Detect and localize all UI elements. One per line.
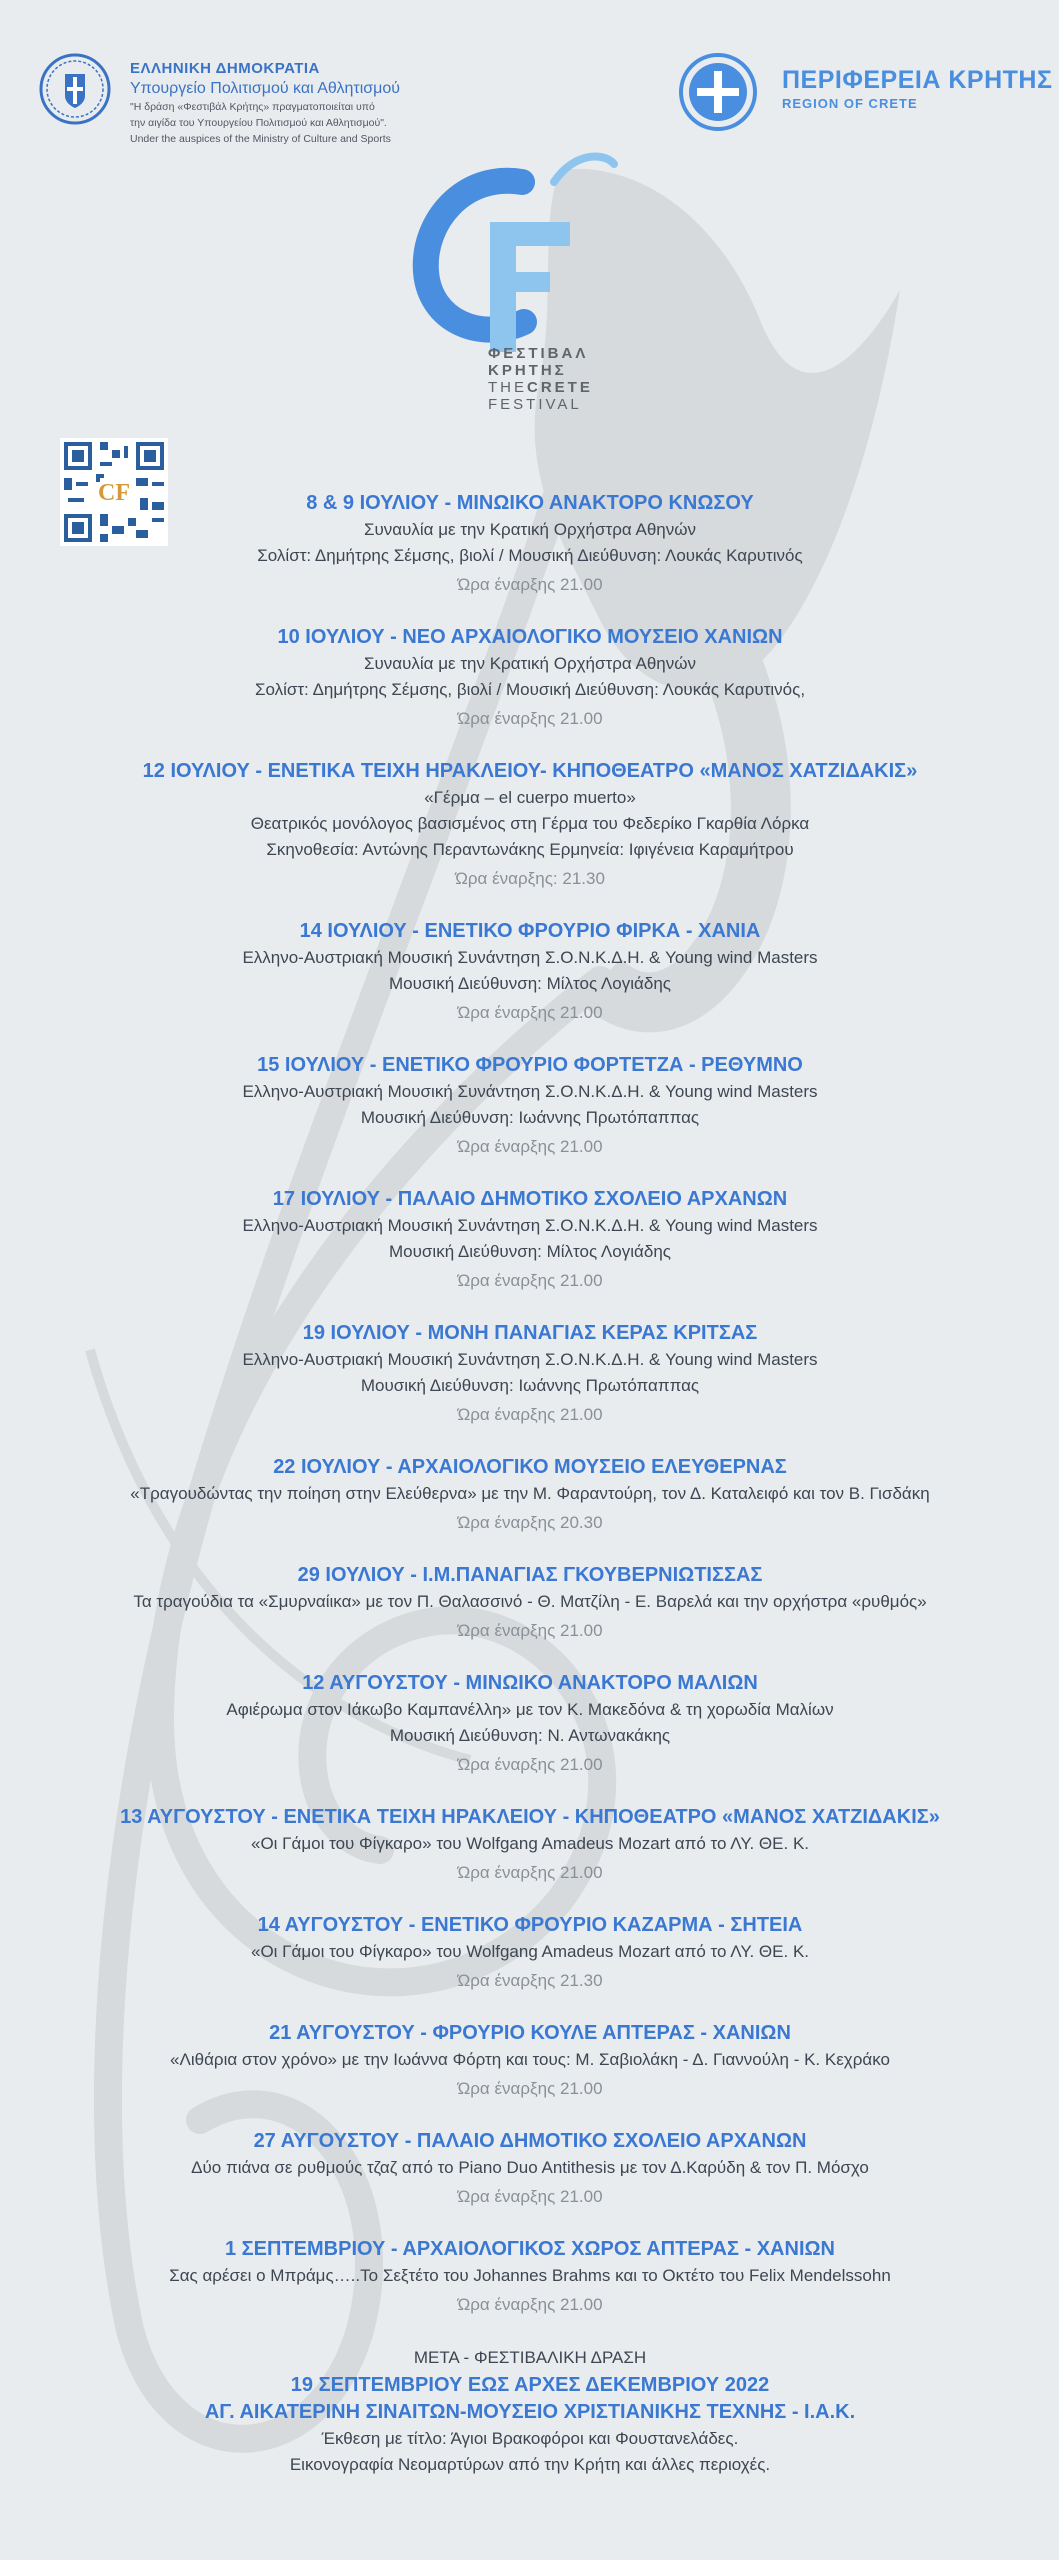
- event-detail: Σολίστ: Δημήτρης Σέμσης, βιολί / Μουσική Διεύθυνση: Λουκάς Καρυτινός,: [254, 680, 806, 699]
- event-detail: Ελληνο-Αυστριακή Μουσική Συνάντηση Σ.Ο.Ν.Κ.Δ.Η. & Young wind Masters: [242, 948, 818, 967]
- region-block: [676, 52, 1053, 132]
- event-start-time: Ώρα έναρξης 21.30: [457, 1971, 603, 1990]
- region-emblem-icon: [676, 52, 760, 132]
- event-item: [30, 1186, 1030, 1294]
- wordmark-line-1: ΦΕΣΤΙΒΑΛ: [488, 345, 589, 362]
- event-list: [30, 490, 1030, 2478]
- qr-logo-letters: CF: [98, 480, 130, 506]
- event-item: [30, 1912, 1030, 1994]
- event-detail: «Οι Γάμοι του Φίγκαρο» του Wolfgang Amadeus Mozart από το ΛΥ. ΘΕ. Κ.: [250, 1834, 810, 1853]
- event-item: [30, 1670, 1030, 1778]
- event-detail: «Οι Γάμοι του Φίγκαρο» του Wolfgang Amadeus Mozart από το ΛΥ. ΘΕ. Κ.: [250, 1942, 810, 1961]
- post-festival-exhibition: Έκθεση με τίτλο: Άγιοι Βρακοφόροι και Φουστανελάδες.: [321, 2429, 739, 2448]
- header: [0, 0, 1059, 170]
- event-item: [30, 2020, 1030, 2102]
- event-start-time: Ώρα έναρξης 21.00: [457, 1621, 603, 1640]
- event-detail: «Λιθάρια στον χρόνο» με την Ιωάννα Φόρτη και τους: Μ. Σαβιολάκη - Δ. Γιαννούλη - Κ. Κεχράκο: [170, 2050, 890, 2069]
- event-start-time: Ώρα έναρξης: 21.30: [455, 869, 605, 888]
- event-title: 17 ΙΟΥΛΙΟΥ - ΠΑΛΑΙΟ ΔΗΜΟΤΙΚΟ ΣΧΟΛΕΙΟ ΑΡΧΑΝΩΝ: [272, 1188, 788, 1210]
- event-item: [30, 2236, 1030, 2318]
- event-item: [30, 2128, 1030, 2210]
- event-start-time: Ώρα έναρξης 21.00: [457, 2295, 603, 2314]
- event-item: [30, 624, 1030, 732]
- post-festival-description: Εικονογραφία Νεομαρτύρων από την Κρήτη και άλλες περιοχές.: [289, 2455, 771, 2474]
- event-item: [30, 758, 1030, 892]
- event-detail: Συναυλία με την Κρατική Ορχήστρα Αθηνών: [363, 520, 697, 539]
- wordmark-line-2: ΚΡΗΤΗΣ: [488, 362, 567, 379]
- event-item: [30, 490, 1030, 598]
- event-item: [30, 1562, 1030, 1644]
- event-item: [30, 918, 1030, 1026]
- event-detail: Συναυλία με την Κρατική Ορχήστρα Αθηνών: [363, 654, 697, 673]
- event-start-time: Ώρα έναρξης 21.00: [457, 1863, 603, 1882]
- event-detail: Σας αρέσει ο Μπράμς…..Το Σεξτέτο του Johannes Brahms και το Οκτέτο του Felix Mendelssohn: [169, 2266, 891, 2285]
- post-festival-venue: ΑΓ. ΑΙΚΑΤΕΡΙΝΗ ΣΙΝΑΙΤΩΝ-ΜΟΥΣΕΙΟ ΧΡΙΣΤΙΑΝΙΚΗΣ ΤΕΧΝΗΣ - Ι.Α.Κ.: [204, 2401, 856, 2423]
- wordmark-the: THE: [488, 379, 527, 396]
- event-title: 13 ΑΥΓΟΥΣΤΟΥ - ΕΝΕΤΙΚΑ ΤΕΙΧΗ ΗΡΑΚΛΕΙΟΥ - ΚΗΠΟΘΕΑΤΡΟ «ΜΑΝΟΣ ΧΑΤΖΙΔΑΚΙΣ»: [120, 1806, 940, 1828]
- ministry-title: ΕΛΛΗΝΙΚΗ ΔΗΜΟΚΡΑΤΙΑ: [130, 60, 320, 77]
- ministry-note-1: "Η δράση «Φεστιβάλ Κρήτης» πραγματοποιείται υπό: [130, 101, 375, 113]
- event-title: 12 ΙΟΥΛΙΟΥ - ΕΝΕΤΙΚΑ ΤΕΙΧΗ ΗΡΑΚΛΕΙΟΥ- ΚΗΠΟΘΕΑΤΡΟ «ΜΑΝΟΣ ΧΑΤΖΙΔΑΚΙΣ»: [142, 760, 918, 782]
- event-start-time: Ώρα έναρξης 21.00: [457, 1271, 603, 1290]
- event-detail: Σκηνοθεσία: Αντώνης Περαντωνάκης Ερμηνεία: Ιφιγένεια Καραμήτρου: [266, 840, 794, 859]
- event-start-time: Ώρα έναρξης 20.30: [457, 1513, 603, 1532]
- event-start-time: Ώρα έναρξης 21.00: [457, 575, 603, 594]
- event-start-time: Ώρα έναρξης 21.00: [457, 1405, 603, 1424]
- region-name: ΠΕΡΙΦΕΡΕΙΑ ΚΡΗΤΗΣ: [782, 66, 1053, 94]
- wordmark-line-3: [488, 379, 593, 396]
- event-start-time: Ώρα έναρξης 21.00: [457, 2187, 603, 2206]
- post-festival-dates: 19 ΣΕΠΤΕΜΒΡΙΟΥ ΕΩΣ ΑΡΧΕΣ ΔΕΚΕΜΒΡΙΟΥ 2022: [290, 2374, 770, 2396]
- event-detail: Μουσική Διεύθυνση: Ν. Αντωνακάκης: [389, 1726, 671, 1745]
- ministry-name: Υπουργείο Πολιτισμού και Αθλητισμού: [130, 80, 400, 97]
- event-item: [30, 1804, 1030, 1886]
- event-start-time: Ώρα έναρξης 21.00: [457, 1755, 603, 1774]
- event-detail: Ελληνο-Αυστριακή Μουσική Συνάντηση Σ.Ο.Ν.Κ.Δ.Η. & Young wind Masters: [242, 1082, 818, 1101]
- event-start-time: Ώρα έναρξης 21.00: [457, 2079, 603, 2098]
- event-detail: Μουσική Διεύθυνση: Ιωάννης Πρωτόπαππας: [360, 1376, 700, 1395]
- event-detail: Θεατρικός μονόλογος βασισμένος στη Γέρμα του Φεδερίκο Γκαρθία Λόρκα: [250, 814, 810, 833]
- event-start-time: Ώρα έναρξης 21.00: [457, 1003, 603, 1022]
- festival-wordmark: [488, 345, 593, 413]
- event-detail: Ελληνο-Αυστριακή Μουσική Συνάντηση Σ.Ο.Ν.Κ.Δ.Η. & Young wind Masters: [242, 1216, 818, 1235]
- event-detail: «Γέρμα – el cuerpo muerto»: [424, 788, 636, 807]
- wordmark-crete: CRETE: [527, 379, 593, 396]
- event-title: 10 ΙΟΥΛΙΟΥ - ΝΕΟ ΑΡΧΑΙΟΛΟΓΙΚΟ ΜΟΥΣΕΙΟ ΧΑΝΙΩΝ: [277, 626, 783, 648]
- post-festival-label: ΜΕΤΑ - ΦΕΣΤΙΒΑΛΙΚΗ ΔΡΑΣΗ: [413, 2348, 647, 2367]
- event-title: 1 ΣΕΠΤΕΜΒΡΙΟΥ - ΑΡΧΑΙΟΛΟΓΙΚΟΣ ΧΩΡΟΣ ΑΠΤΕΡΑΣ - ΧΑΝΙΩΝ: [225, 2238, 835, 2260]
- event-detail: Τα τραγούδια τα «Σμυρναίικα» με τον Π. Θαλασσινό - Θ. Ματζίλη - Ε. Βαρελά και την ορχήστρα «ρυθμός»: [133, 1592, 927, 1611]
- event-detail: Σολίστ: Δημήτρης Σέμσης, βιολί / Μουσική Διεύθυνση: Λουκάς Καρυτινός: [257, 546, 803, 565]
- event-title: 14 ΑΥΓΟΥΣΤΟΥ - ΕΝΕΤΙΚΟ ΦΡΟΥΡΙΟ ΚΑΖΑΡΜΑ - ΣΗΤΕΙΑ: [257, 1914, 803, 1936]
- event-item: [30, 1320, 1030, 1428]
- event-title: 8 & 9 ΙΟΥΛΙΟΥ - ΜΙΝΩΙΚΟ ΑΝΑΚΤΟΡΟ ΚΝΩΣΟΥ: [306, 492, 754, 514]
- region-subtitle: REGION OF CRETE: [782, 96, 918, 111]
- event-title: 12 ΑΥΓΟΥΣΤΟΥ - ΜΙΝΩΙΚΟ ΑΝΑΚΤΟΡΟ ΜΑΛΙΩΝ: [302, 1672, 758, 1694]
- ministry-note-2: την αιγίδα του Υπουργείου Πολιτισμού και Αθλητισμού".: [130, 117, 387, 129]
- event-detail: Αφιέρωμα στον Ιάκωβο Καμπανέλλη» με τον Κ. Μακεδόνα & τη χορωδία Μαλίων: [226, 1700, 834, 1719]
- event-title: 21 ΑΥΓΟΥΣΤΟΥ - ΦΡΟΥΡΙΟ ΚΟΥΛΕ ΑΠΤΕΡΑΣ - ΧΑΝΙΩΝ: [269, 2022, 791, 2044]
- event-title: 27 ΑΥΓΟΥΣΤΟΥ - ΠΑΛΑΙΟ ΔΗΜΟΤΙΚΟ ΣΧΟΛΕΙΟ ΑΡΧΑΝΩΝ: [253, 2130, 807, 2152]
- event-detail: Ελληνο-Αυστριακή Μουσική Συνάντηση Σ.Ο.Ν.Κ.Δ.Η. & Young wind Masters: [242, 1350, 818, 1369]
- event-detail: Μουσική Διεύθυνση: Μίλτος Λογιάδης: [389, 974, 671, 993]
- event-start-time: Ώρα έναρξης 21.00: [457, 1137, 603, 1156]
- wordmark-line-4: FESTIVAL: [488, 396, 582, 413]
- event-start-time: Ώρα έναρξης 21.00: [457, 709, 603, 728]
- post-festival-section: [30, 2344, 1030, 2478]
- event-detail: «Τραγουδώντας την ποίηση στην Ελεύθερνα» με την Μ. Φαραντούρη, τον Δ. Καταλειφό και τον Β. Γισδάκη: [130, 1484, 930, 1503]
- event-detail: Δύο πιάνα σε ρυθμούς τζαζ από το Piano Duo Antithesis με τον Δ.Καρύδη & τον Π. Μόσχο: [191, 2158, 869, 2177]
- event-title: 19 ΙΟΥΛΙΟΥ - ΜΟΝΗ ΠΑΝΑΓΙΑΣ ΚΕΡΑΣ ΚΡΙΤΣΑΣ: [302, 1322, 758, 1344]
- event-title: 22 ΙΟΥΛΙΟΥ - ΑΡΧΑΙΟΛΟΓΙΚΟ ΜΟΥΣΕΙΟ ΕΛΕΥΘΕΡΝΑΣ: [273, 1456, 787, 1478]
- event-item: [30, 1454, 1030, 1536]
- greek-emblem-icon: [38, 52, 112, 126]
- ministry-note-3: Under the auspices of the Ministry of Culture and Sports: [130, 133, 391, 145]
- event-detail: Μουσική Διεύθυνση: Ιωάννης Πρωτόπαππας: [360, 1108, 700, 1127]
- event-title: 14 ΙΟΥΛΙΟΥ - ΕΝΕΤΙΚΟ ΦΡΟΥΡΙΟ ΦΙΡΚΑ - ΧΑΝΙΑ: [299, 920, 761, 942]
- event-item: [30, 1052, 1030, 1160]
- event-detail: Μουσική Διεύθυνση: Μίλτος Λογιάδης: [389, 1242, 671, 1261]
- event-title: 29 ΙΟΥΛΙΟΥ - Ι.Μ.ΠΑΝΑΓΙΑΣ ΓΚΟΥΒΕΡΝΙΩΤΙΣΣΑΣ: [297, 1564, 763, 1586]
- event-title: 15 ΙΟΥΛΙΟΥ - ΕΝΕΤΙΚΟ ΦΡΟΥΡΙΟ ΦΟΡΤΕΤΖΑ - ΡΕΘΥΜΝΟ: [257, 1054, 803, 1076]
